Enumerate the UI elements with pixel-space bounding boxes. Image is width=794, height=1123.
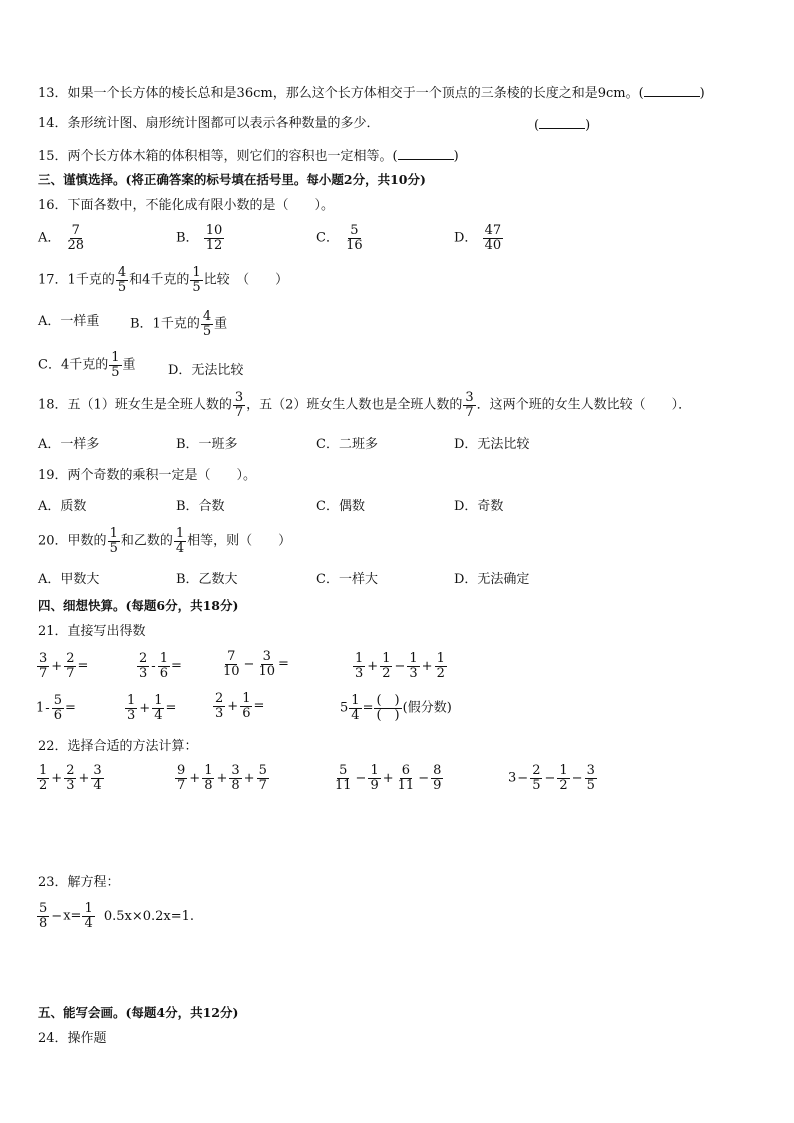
question-number: 18． [38,397,68,413]
option-d[interactable]: D．无法确定 [454,572,530,587]
option-c[interactable] [316,224,366,252]
answer-blank[interactable] [644,84,700,97]
expression-21-7: $\frac{2}{3}$ + $\frac{1}{6}$ = [215,691,265,721]
question-23 [38,875,120,891]
question-14-answer [534,116,590,134]
fraction: $\frac{2}{3}$ [215,691,224,721]
denominator: 5 [111,364,120,380]
fraction [463,391,475,419]
question-17 [38,266,288,294]
expression-21-2: $\frac{2}{3}$ - $\frac{1}{6}$ = [139,651,182,681]
fraction [109,351,121,379]
option-label: C． [316,230,339,246]
fraction: $\frac{5}{6}$ [53,693,62,723]
operator: − [243,656,255,672]
question-16 [38,198,334,214]
fraction [204,224,225,252]
fraction: $\frac{3}{10}$ [258,649,275,679]
question-text: 两个长方体木箱的体积相等，则它们的容积也一定相等。( [67,149,398,164]
question-text: 直接写出得数 [67,624,146,639]
equals: = [77,658,89,674]
question-text: 下面各数中，不能化成有限小数的是（ ）。 [67,198,335,213]
question-number: 23． [38,875,68,890]
numerator: 3 [39,651,48,666]
expression-21-3 [220,650,289,678]
paren-close: ) [585,118,591,133]
answer-blank[interactable] [398,147,454,160]
option-text: 重 [214,316,228,332]
option-b[interactable]: B．乙数大 [176,572,238,587]
fraction [174,527,186,555]
expression-21-1 [36,652,88,680]
fraction [108,527,120,555]
option-a[interactable] [38,310,99,329]
option-d[interactable] [168,359,243,378]
question-text: 五（1）班女生是全班人数的 [67,397,232,413]
question-text: 甲数的 [67,533,107,549]
fraction: $\frac{3}{8}$ [231,763,240,793]
question-number: 13． [38,86,68,101]
question-text: 相等，则（ ） [187,533,292,549]
expression-21-8: 5 $\frac{1}{4}$ = $\frac{( )}{( )}$ (假分数) [340,693,452,723]
numerator: 1 [109,526,118,541]
question-text: ，五（2）班女生人数也是全班人数的 [246,397,463,413]
option-d[interactable]: D．奇数 [454,499,504,514]
numerator: 10 [205,223,223,238]
option-d[interactable] [454,224,504,252]
fraction: $\frac{1}{8}$ [204,763,213,793]
option-b[interactable] [176,224,225,252]
answer-fraction[interactable] [374,694,401,722]
expression-21-5: 1- $\frac{5}{6}$ = [36,693,76,723]
option-a[interactable]: A．一样多 [38,437,100,452]
numerator: 1 [175,526,185,541]
equation-2: 0.5x×0.2x=1. [103,908,195,924]
fraction: $\frac{9}{7}$ [177,763,186,793]
question-text: 比较 （ ） [203,272,289,288]
expression-22-4: 3− $\frac{2}{5}$ − $\frac{1}{2}$ − $\frac{3}{5}$ [508,763,595,793]
option-text: B．1千克的 [130,316,200,332]
denominator: 5 [109,540,118,556]
numerator: 7 [71,223,80,238]
option-b[interactable] [130,310,227,338]
question-text: 解方程： [67,875,120,890]
option-c[interactable] [38,351,136,379]
fraction: $\frac{5}{8}$ [39,901,48,931]
question-20 [38,527,291,555]
paren-close: ) [453,149,459,164]
question-18 [38,391,691,419]
fraction [483,224,504,252]
option-label: B． [176,230,199,246]
expression-22-2: $\frac{9}{7}$ + $\frac{1}{8}$ + $\frac{3}{8}$ + $\frac{5}{7}$ [177,763,267,793]
fraction: $\frac{5}{7}$ [258,763,267,793]
fraction: $\frac{2}{3}$ [139,651,148,681]
fraction: $\frac{1}{4}$ [84,901,93,931]
question-number: 24． [38,1031,68,1046]
expression-21-4: $\frac{1}{3}$ + $\frac{1}{2}$ − $\frac{1}{3}$ + $\frac{1}{2}$ [355,651,445,681]
question-21 [38,624,146,640]
denominator: 12 [205,237,223,253]
fraction: $\frac{3}{4}$ [93,763,102,793]
numerator: 1 [111,350,120,365]
fraction: $\frac{1}{2}$ [382,651,391,681]
question-13 [38,84,705,102]
option-label: D． [454,230,478,246]
fraction: $\frac{3}{5}$ [586,763,595,793]
question-text: 如果一个长方体的棱长总和是36cm，那么这个长方体相交于一个顶点的三条棱的长度之和是9cm。( [67,86,644,101]
fraction: $\frac{1}{6}$ [242,691,251,721]
question-text: 操作题 [67,1031,107,1046]
fraction: $\frac{2}{5}$ [532,763,541,793]
question-number: 20． [38,533,68,549]
question-text: 选择合适的方法计算： [67,739,198,754]
question-text: 两个奇数的乘积一定是（ ）。 [67,468,257,483]
option-text: D．无法比较 [168,363,244,378]
expression-21-6: $\frac{1}{3}$ + $\frac{1}{4}$ = [127,693,177,723]
denominator: 4 [175,540,185,556]
fraction: $\frac{3}{7}$ [39,651,48,681]
denominator: 16 [346,237,363,253]
question-text: 1千克的 [67,272,115,288]
fraction [190,266,202,294]
question-14 [38,116,380,132]
whole-number: 5 [340,700,349,716]
question-number: 19． [38,468,68,483]
question-number: 21． [38,624,68,639]
section-4-title: 四、细想快算。(每题6分，共18分) [38,598,239,613]
question-text: 条形统计图、扇形统计图都可以表示各种数量的多少． [67,116,380,131]
denominator: 5 [192,279,201,295]
fraction: $\frac{8}{9}$ [433,763,442,793]
question-number: 14． [38,116,68,131]
denominator: 28 [67,237,85,253]
numerator-blank: ( ) [376,693,400,708]
fraction: $\frac{2}{7}$ [66,651,75,681]
fraction: $\frac{1}{6}$ [159,651,168,681]
question-number: 22． [38,739,68,754]
denominator: 5 [117,279,127,295]
option-a[interactable]: A．质数 [38,499,87,514]
question-22 [38,739,198,755]
fraction [116,266,128,294]
paren-open: ( [534,118,540,133]
fraction [66,224,87,252]
question-text: ．这两个班的女生人数比较（ ）． [476,397,692,413]
equals: = [278,656,289,672]
numerator: 4 [117,265,127,280]
fraction: $\frac{1}{2}$ [436,651,445,681]
fraction: $\frac{1}{3}$ [127,693,136,723]
fraction: $\frac{2}{3}$ [66,763,75,793]
fraction: $\frac{1}{2}$ [559,763,568,793]
denominator-blank: ( ) [376,707,400,723]
numerator: 4 [202,309,212,324]
fraction [233,391,245,419]
fraction: $\frac{6}{11}$ [397,763,415,793]
denominator: 7 [234,404,244,420]
variable: x [63,908,71,924]
numerator: 1 [192,265,201,280]
option-b[interactable]: B．一班多 [176,437,238,452]
answer-blank[interactable] [539,116,585,129]
whole-number: 1 [36,700,45,716]
option-c[interactable]: C．一样大 [316,572,378,587]
numerator: 5 [350,223,359,238]
question-number: 16． [38,198,68,213]
operator: + [51,658,63,674]
question-24 [38,1031,107,1047]
paren-close: ) [699,86,705,101]
hint-text: (假分数) [402,700,452,716]
equation-23: $\frac{5}{8}$ −x= $\frac{1}{4}$ 0.5x×0.2x=1. [39,901,195,931]
fraction [344,224,365,252]
fraction: $\frac{5}{11}$ [335,763,352,793]
section-3-title: 三、谨慎选择。(将正确答案的标号填在括号里。每小题2分，共10分) [38,172,426,187]
question-number: 15． [38,149,68,164]
fraction: $\frac{1}{9}$ [370,763,379,793]
question-15 [38,147,459,165]
denominator: 40 [484,237,502,253]
expression-22-1: $\frac{1}{2}$ + $\frac{2}{3}$ + $\frac{3}{4}$ [39,763,102,793]
option-text: A．一样重 [38,314,100,329]
expression-22-3: $\frac{5}{11}$ − $\frac{1}{9}$ + $\frac{6}{11}$ − $\frac{8}{9}$ [335,763,442,793]
option-a[interactable]: A．甲数大 [38,572,100,587]
option-d[interactable]: D．无法比较 [454,437,530,452]
numerator: 3 [465,390,474,405]
section-5-title: 五、能写会画。(每题4分，共12分) [38,1005,239,1020]
fraction: $\frac{7}{10}$ [223,649,240,679]
question-number: 17． [38,272,68,288]
option-text: 重 [122,357,136,373]
fraction: $\frac{1}{2}$ [39,763,48,793]
question-text: 和4千克的 [129,272,190,288]
fraction: $\frac{1}{3}$ [409,651,418,681]
option-a[interactable] [38,224,87,252]
denominator: 5 [202,323,212,339]
option-c[interactable]: C．二班多 [316,437,378,452]
fraction [201,310,213,338]
option-c[interactable]: C．偶数 [316,499,365,514]
option-b[interactable]: B．合数 [176,499,225,514]
numerator: 47 [484,223,502,238]
equals: = [170,658,182,674]
fraction: $\frac{1}{4}$ [154,693,163,723]
option-text: C．4千克的 [38,357,109,373]
fraction: $\frac{1}{4}$ [351,693,360,723]
question-19 [38,468,256,484]
numerator: 3 [234,390,244,405]
denominator: 7 [465,404,474,420]
fraction: $\frac{1}{3}$ [355,651,364,681]
option-label: A． [38,230,61,246]
question-text: 和乙数的 [120,533,173,549]
